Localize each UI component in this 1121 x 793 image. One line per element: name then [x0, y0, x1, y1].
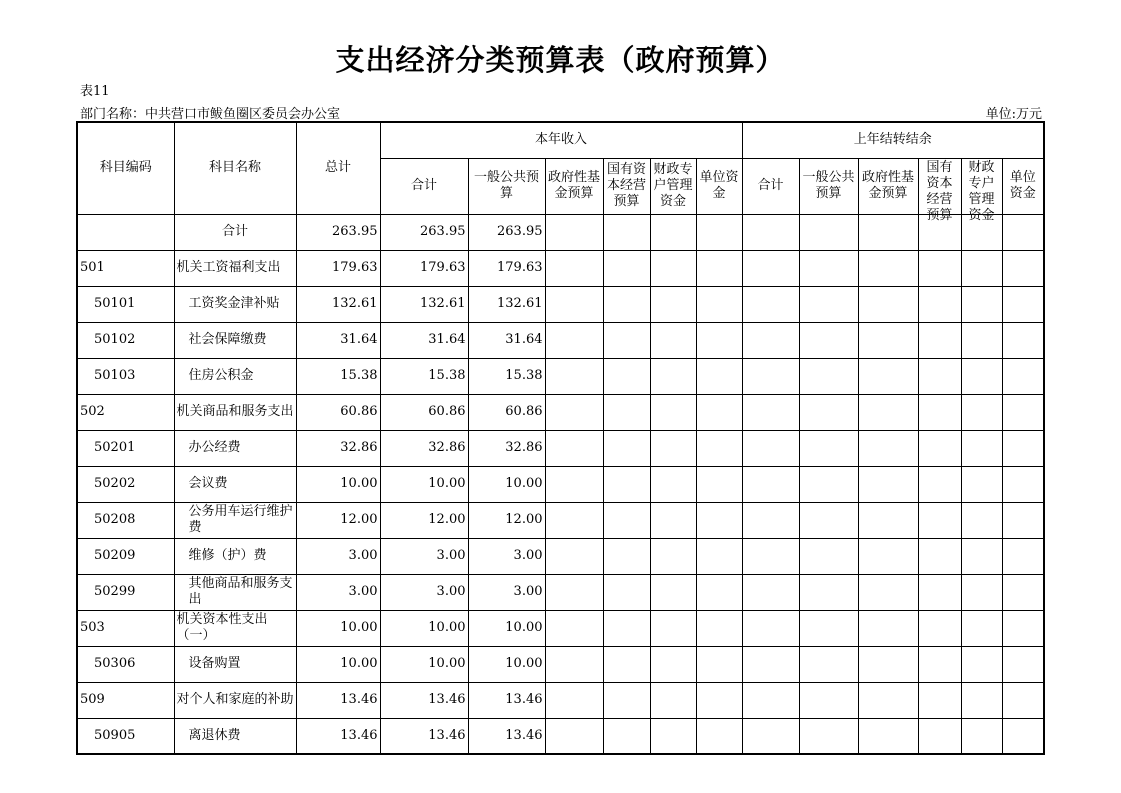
cell-empty: [1002, 322, 1044, 358]
cell-empty: [918, 394, 961, 430]
cell-empty: [650, 538, 696, 574]
cell-empty: [603, 502, 650, 538]
cell-empty: [696, 466, 742, 502]
cell-code: 501: [77, 250, 174, 286]
cell-empty: [961, 682, 1002, 718]
cell-empty: [696, 250, 742, 286]
cell-empty: [918, 322, 961, 358]
cell-empty: [545, 574, 603, 610]
cell-empty: [545, 646, 603, 682]
cell-empty: [858, 538, 918, 574]
cell-name: 其他商品和服务支出: [174, 574, 296, 610]
cell-code: 502: [77, 394, 174, 430]
cell-empty: [603, 646, 650, 682]
cell-empty: [961, 646, 1002, 682]
cell-empty: [696, 214, 742, 250]
cell-code: 50101: [77, 286, 174, 322]
cell-general: 263.95: [468, 214, 545, 250]
cell-empty: [799, 682, 858, 718]
department-name: 部门名称：中共营口市鲅鱼圈区委员会办公室: [80, 107, 341, 122]
cell-heji: 179.63: [380, 250, 468, 286]
cell-total: 179.63: [296, 250, 380, 286]
cell-empty: [918, 682, 961, 718]
cell-empty: [742, 394, 799, 430]
cell-total: 263.95: [296, 214, 380, 250]
cell-empty: [742, 430, 799, 466]
cell-empty: [799, 394, 858, 430]
cell-general: 32.86: [468, 430, 545, 466]
header-current-year: 本年收入: [380, 122, 742, 158]
cell-empty: [1002, 646, 1044, 682]
header-ly-heji: 合计: [742, 158, 799, 214]
cell-empty: [650, 358, 696, 394]
cell-code: 50306: [77, 646, 174, 682]
cell-empty: [918, 610, 961, 646]
cell-empty: [1002, 538, 1044, 574]
cell-empty: [545, 682, 603, 718]
cell-empty: [918, 430, 961, 466]
cell-name: 机关工资福利支出: [174, 250, 296, 286]
cell-total: 3.00: [296, 538, 380, 574]
cell-empty: [650, 646, 696, 682]
cell-empty: [858, 574, 918, 610]
cell-total: 10.00: [296, 646, 380, 682]
cell-empty: [799, 610, 858, 646]
cell-empty: [918, 646, 961, 682]
cell-empty: [918, 574, 961, 610]
cell-empty: [1002, 430, 1044, 466]
cell-general: 132.61: [468, 286, 545, 322]
cell-empty: [1002, 394, 1044, 430]
cell-general: 10.00: [468, 466, 545, 502]
cell-heji: 31.64: [380, 322, 468, 358]
cell-empty: [961, 538, 1002, 574]
cell-empty: [742, 718, 799, 754]
cell-empty: [961, 322, 1002, 358]
cell-empty: [799, 286, 858, 322]
cell-name: 离退休费: [174, 718, 296, 754]
cell-empty: [918, 502, 961, 538]
cell-empty: [742, 538, 799, 574]
cell-heji: 15.38: [380, 358, 468, 394]
cell-empty: [799, 502, 858, 538]
cell-empty: [1002, 682, 1044, 718]
table-row: [77, 322, 1044, 358]
cell-empty: [1002, 286, 1044, 322]
cell-empty: [545, 538, 603, 574]
cell-name: 合计: [174, 214, 296, 250]
cell-general: 31.64: [468, 322, 545, 358]
cell-empty: [961, 610, 1002, 646]
cell-empty: [1002, 610, 1044, 646]
cell-empty: [918, 250, 961, 286]
cell-empty: [961, 286, 1002, 322]
cell-total: 12.00: [296, 502, 380, 538]
table-number: 表11: [80, 84, 110, 99]
cell-code: 50905: [77, 718, 174, 754]
cell-empty: [742, 466, 799, 502]
unit-label: 单位:万元: [985, 107, 1042, 122]
header-last-year: 上年结转结余: [742, 122, 1044, 158]
cell-code: 509: [77, 682, 174, 718]
cell-empty: [603, 574, 650, 610]
cell-code: 50208: [77, 502, 174, 538]
cell-empty: [696, 394, 742, 430]
cell-empty: [742, 646, 799, 682]
cell-general: 10.00: [468, 646, 545, 682]
cell-empty: [742, 214, 799, 250]
cell-name: 公务用车运行维护费: [174, 502, 296, 538]
cell-empty: [742, 358, 799, 394]
cell-code: 50299: [77, 574, 174, 610]
cell-name: 住房公积金: [174, 358, 296, 394]
cell-empty: [603, 358, 650, 394]
cell-empty: [696, 718, 742, 754]
cell-heji: 60.86: [380, 394, 468, 430]
cell-general: 3.00: [468, 538, 545, 574]
cell-empty: [650, 430, 696, 466]
cell-empty: [650, 466, 696, 502]
cell-empty: [961, 718, 1002, 754]
table-row: [77, 718, 1044, 754]
cell-empty: [650, 610, 696, 646]
cell-empty: [742, 682, 799, 718]
cell-empty: [545, 250, 603, 286]
cell-empty: [799, 574, 858, 610]
header-ly-fiscal-account: 财政专户管理资金: [961, 158, 1002, 214]
cell-empty: [545, 430, 603, 466]
cell-empty: [961, 466, 1002, 502]
cell-empty: [1002, 466, 1044, 502]
cell-empty: [603, 682, 650, 718]
cell-empty: [603, 286, 650, 322]
cell-empty: [650, 718, 696, 754]
cell-code: 50103: [77, 358, 174, 394]
cell-name: 维修（护）费: [174, 538, 296, 574]
header-code: 科目编码: [77, 122, 174, 214]
table-row: [77, 214, 1044, 250]
header-ly-general: 一般公共预算: [799, 158, 858, 214]
cell-heji: 3.00: [380, 574, 468, 610]
cell-empty: [1002, 574, 1044, 610]
cell-empty: [858, 358, 918, 394]
cell-empty: [696, 286, 742, 322]
header-ly-state-capital: 国有资本经营预算: [918, 158, 961, 214]
cell-empty: [603, 430, 650, 466]
cell-empty: [650, 250, 696, 286]
cell-name: 对个人和家庭的补助: [174, 682, 296, 718]
cell-empty: [603, 466, 650, 502]
cell-empty: [650, 682, 696, 718]
cell-heji: 13.46: [380, 718, 468, 754]
table-row: [77, 430, 1044, 466]
cell-empty: [545, 322, 603, 358]
cell-empty: [545, 718, 603, 754]
cell-empty: [858, 394, 918, 430]
cell-name: 设备购置: [174, 646, 296, 682]
header-heji: 合计: [380, 158, 468, 214]
table-row: [77, 646, 1044, 682]
header-state-capital: 国有资本经营预算: [603, 158, 650, 214]
cell-empty: [918, 466, 961, 502]
cell-empty: [603, 394, 650, 430]
cell-empty: [799, 646, 858, 682]
cell-empty: [742, 502, 799, 538]
cell-empty: [858, 286, 918, 322]
cell-empty: [650, 214, 696, 250]
cell-empty: [603, 322, 650, 358]
cell-general: 12.00: [468, 502, 545, 538]
cell-empty: [1002, 358, 1044, 394]
cell-empty: [650, 286, 696, 322]
cell-general: 10.00: [468, 610, 545, 646]
cell-empty: [799, 250, 858, 286]
cell-empty: [650, 574, 696, 610]
header-fiscal-account: 财政专户管理资金: [650, 158, 696, 214]
cell-empty: [696, 682, 742, 718]
cell-empty: [696, 430, 742, 466]
cell-empty: [961, 358, 1002, 394]
cell-total: 13.46: [296, 718, 380, 754]
cell-empty: [603, 250, 650, 286]
cell-name: 工资奖金津补贴: [174, 286, 296, 322]
cell-empty: [799, 466, 858, 502]
cell-empty: [858, 646, 918, 682]
header-general: 一般公共预算: [468, 158, 545, 214]
cell-empty: [603, 538, 650, 574]
cell-name: 机关资本性支出（一）: [174, 610, 296, 646]
header-gov-fund: 政府性基金预算: [545, 158, 603, 214]
cell-empty: [603, 718, 650, 754]
cell-total: 32.86: [296, 430, 380, 466]
cell-empty: [918, 358, 961, 394]
table-row: [77, 250, 1044, 286]
cell-empty: [918, 538, 961, 574]
cell-heji: 10.00: [380, 466, 468, 502]
header-name: 科目名称: [174, 122, 296, 214]
header-ly-unit-fund: 单位资金: [1002, 158, 1044, 214]
cell-empty: [799, 430, 858, 466]
cell-empty: [918, 286, 961, 322]
cell-empty: [858, 250, 918, 286]
cell-empty: [650, 502, 696, 538]
cell-empty: [650, 322, 696, 358]
cell-empty: [799, 322, 858, 358]
cell-empty: [961, 502, 1002, 538]
cell-general: 60.86: [468, 394, 545, 430]
budget-table: [76, 121, 1045, 755]
table-row: [77, 394, 1044, 430]
cell-empty: [799, 358, 858, 394]
cell-empty: [696, 610, 742, 646]
cell-empty: [696, 538, 742, 574]
cell-empty: [858, 718, 918, 754]
cell-empty: [603, 214, 650, 250]
cell-empty: [603, 610, 650, 646]
cell-empty: [1002, 250, 1044, 286]
cell-general: 179.63: [468, 250, 545, 286]
cell-total: 10.00: [296, 610, 380, 646]
cell-empty: [858, 682, 918, 718]
cell-empty: [696, 322, 742, 358]
cell-empty: [545, 358, 603, 394]
cell-empty: [961, 430, 1002, 466]
cell-empty: [858, 430, 918, 466]
table-row: [77, 466, 1044, 502]
cell-empty: [742, 250, 799, 286]
cell-empty: [858, 610, 918, 646]
table-row: [77, 286, 1044, 322]
cell-heji: 3.00: [380, 538, 468, 574]
cell-name: 办公经费: [174, 430, 296, 466]
cell-heji: 32.86: [380, 430, 468, 466]
cell-general: 15.38: [468, 358, 545, 394]
cell-empty: [961, 394, 1002, 430]
cell-empty: [696, 502, 742, 538]
cell-total: 60.86: [296, 394, 380, 430]
cell-general: 3.00: [468, 574, 545, 610]
table-row: [77, 682, 1044, 718]
cell-empty: [742, 322, 799, 358]
cell-heji: 132.61: [380, 286, 468, 322]
cell-heji: 10.00: [380, 646, 468, 682]
cell-code: 50202: [77, 466, 174, 502]
cell-heji: 263.95: [380, 214, 468, 250]
cell-total: 13.46: [296, 682, 380, 718]
cell-empty: [799, 214, 858, 250]
table-row: [77, 538, 1044, 574]
cell-empty: [545, 214, 603, 250]
cell-empty: [858, 322, 918, 358]
header-total: 总计: [296, 122, 380, 214]
cell-empty: [742, 574, 799, 610]
table-row: [77, 574, 1044, 610]
cell-total: 10.00: [296, 466, 380, 502]
cell-code: 503: [77, 610, 174, 646]
cell-total: 31.64: [296, 322, 380, 358]
cell-heji: 12.00: [380, 502, 468, 538]
header-ly-gov-fund: 政府性基金预算: [858, 158, 918, 214]
cell-total: 15.38: [296, 358, 380, 394]
page-title: 支出经济分类预算表（政府预算）: [335, 43, 786, 77]
cell-general: 13.46: [468, 718, 545, 754]
cell-code: 50209: [77, 538, 174, 574]
cell-total: 132.61: [296, 286, 380, 322]
cell-empty: [1002, 502, 1044, 538]
table-row: [77, 358, 1044, 394]
cell-empty: [858, 502, 918, 538]
cell-empty: [545, 466, 603, 502]
header-unit-fund: 单位资金: [696, 158, 742, 214]
cell-code: 50102: [77, 322, 174, 358]
cell-code: 50201: [77, 430, 174, 466]
cell-empty: [918, 718, 961, 754]
cell-heji: 13.46: [380, 682, 468, 718]
cell-empty: [961, 250, 1002, 286]
cell-empty: [1002, 718, 1044, 754]
cell-empty: [696, 574, 742, 610]
cell-empty: [858, 214, 918, 250]
cell-empty: [696, 358, 742, 394]
cell-empty: [961, 574, 1002, 610]
cell-empty: [545, 502, 603, 538]
cell-general: 13.46: [468, 682, 545, 718]
cell-empty: [696, 646, 742, 682]
cell-empty: [799, 718, 858, 754]
cell-empty: [742, 610, 799, 646]
cell-empty: [545, 610, 603, 646]
cell-empty: [545, 286, 603, 322]
cell-name: 会议费: [174, 466, 296, 502]
cell-empty: [742, 286, 799, 322]
cell-name: 社会保障缴费: [174, 322, 296, 358]
cell-empty: [1002, 214, 1044, 250]
table-row: [77, 502, 1044, 538]
cell-heji: 10.00: [380, 610, 468, 646]
cell-empty: [799, 538, 858, 574]
cell-empty: [858, 466, 918, 502]
cell-code: [77, 214, 174, 250]
cell-empty: [650, 394, 696, 430]
cell-total: 3.00: [296, 574, 380, 610]
table-row: [77, 610, 1044, 646]
cell-name: 机关商品和服务支出: [174, 394, 296, 430]
cell-empty: [545, 394, 603, 430]
